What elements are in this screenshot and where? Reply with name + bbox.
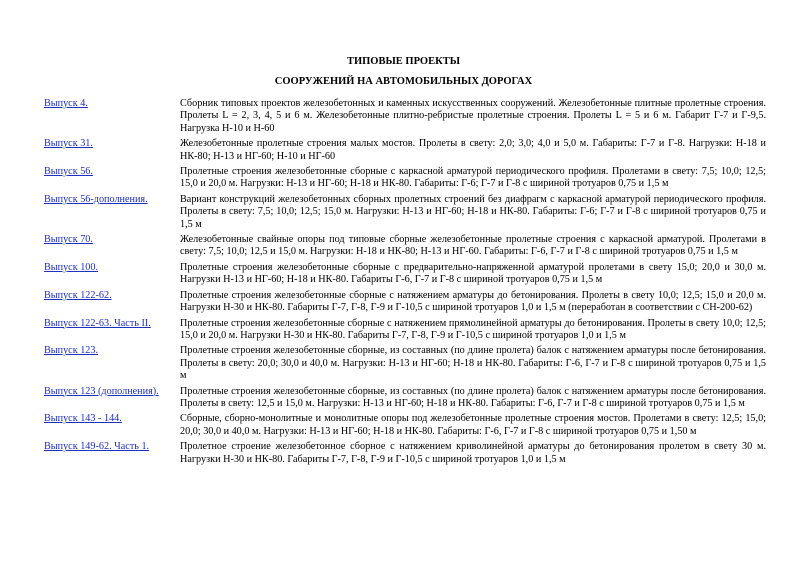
issue-link[interactable]: Выпуск 122-62. — [44, 289, 112, 301]
issue-link[interactable]: Выпуск 123 (дополнения). — [44, 385, 159, 397]
issue-description: Вариант конструкций железобетонных сборных пролетных строений без диафрагм с каркасной арматурой периодического профиля. Пролеты в свету: 7,5; 10,0; 12,5; 15,0 м. Нагрузки: Н-13 и НГ-60; Н-18 и НК-80. Габариты: Г-6; Г-7 и Г-8 с шириной тротуаров 0,75 и 1,5 м — [180, 193, 766, 230]
list-item — [44, 290, 766, 315]
list-item — [44, 441, 766, 466]
page-title-line2: СООРУЖЕНИЙ НА АВТОМОБИЛЬНЫХ ДОРОГАХ — [274, 76, 533, 87]
page-title-line1: ТИПОВЫЕ ПРОЕКТЫ — [346, 56, 461, 67]
issue-link[interactable]: Выпуск 4. — [44, 98, 88, 109]
issue-description: Пролетные строения железобетонные сборные с предварительно-напряженной арматурой пролетами в свету 15,0; 20,0 и 30,0 м. Нагрузки Н-13 и НГ-60; Н-18 и НК-80. Габариты Г-6, Г-7 и Г-8 с шириной тротуаров 0,75 и 1,5 м — [180, 261, 766, 286]
issue-description: Пролетные строения железобетонные сборные, из составных (по длине пролета) балок с натяжением арматуры после бетонирования. Пролеты в свету: 20,0; 30,0 и 40,0 м. Нагрузки: Н-13 и НГ-60; Н-18 и НК-80. Габариты: Г-6, Г-7 и Г-8 с шириной тротуаров 0,75 и 1,5 м — [180, 345, 766, 382]
issue-description: Пролетные строения железобетонные сборные, из составных (по длине пролета) балок с натяжением арматуры после бетонирования. Пролеты в свету: 12,5 и 15,0 м. Нагрузки: Н-13 и НГ-60; Н-18 и НК-80. Габариты: Г-6, Г-7 и Г-8 с шириной тротуаров 0,75 и 1,5 м — [180, 385, 766, 409]
list-item — [44, 262, 766, 287]
list-item — [44, 386, 766, 411]
issue-description: Сборник типовых проектов железобетонных и каменных искусственных сооружений. Железобетонные плитные пролетные строения. Пролеты L = 2, 3, 4, 5 и 6 м. Железобетонные плитно-ребристые пролетные строения. Пролеты L = 5 и 6 м. Габарит Г-7 и Г-9,5. Нагрузка Н-10 и Н-60 — [180, 98, 766, 134]
issue-link[interactable]: Выпуск 56. — [44, 166, 93, 178]
issue-link[interactable]: Выпуск 149-62. Часть 1. — [44, 441, 150, 453]
issue-description: Пролетные строения железобетонные сборные с каркасной арматурой периодического профиля. Пролетами в свету: 7,5; 10,0; 12,5; 15,0 и 20,0 м. Нагрузки: Н-13 и НГ-60; Н-18 и НК-80. Габариты: Г-6; Г-7 и Г-8 с шириной тротуаров 0,75 и 1,5 м — [180, 166, 766, 190]
issue-link[interactable]: Выпуск 56-дополнения. — [44, 193, 148, 205]
list-item — [44, 413, 766, 438]
list-item — [44, 138, 766, 163]
list-item — [44, 234, 766, 259]
list-item — [44, 318, 766, 343]
list-item — [44, 98, 766, 135]
issue-description: Пролетные строения железобетонные сборные с натяжением прямолинейной арматуры до бетонирования. Пролеты в свету 10,0; 12,5; 15,0 и 20,0 м. Нагрузки Н-30 и НК-80. Габариты Г-7, Г-8, Г-9 и Г-10,5 с шириной тротуаров 1,0 и 1,5 м — [180, 317, 766, 341]
issue-link[interactable]: Выпуск 122-63. Часть II. — [44, 317, 151, 329]
issue-description: Пролетные строения железобетонные сборные с натяжением арматуры до бетонирования. Пролеты в свету 10,0; 12,5; 15,0 и 20,0 м. Нагрузки Н-30 и НК-80. Габариты Г-7, Г-8, Г-9 и Г-10,5 с шириной тротуаров 1,0 и 1,5 м (переработан в соответствии с СН-200-62) — [180, 289, 766, 314]
issue-link[interactable]: Выпуск 100. — [44, 261, 99, 273]
list-item — [44, 166, 766, 191]
issue-link[interactable]: Выпуск 70. — [44, 234, 93, 246]
issue-link[interactable]: Выпуск 31. — [44, 138, 93, 150]
issue-link[interactable]: Выпуск 123. — [44, 345, 99, 357]
issue-description: Пролетное строение железобетонное сборное с натяжением криволинейной арматуры до бетонирования пролетом в свету 30 м. Нагрузки Н-30 и НК-80. Габариты Г-7, Г-8, Г-9 и Г-10,5 с шириной тротуаров 1,0 и 1,5 м — [180, 441, 766, 465]
list-item — [44, 194, 766, 231]
issue-description: Железобетонные пролетные строения малых мостов. Пролеты в свету: 2,0; 3,0; 4,0 и 5,0 м. Габариты: Г-7 и Г-8. Нагрузки: Н-18 и НК-80; Н-13 и НГ-60; Н-10 и НГ-60 — [180, 138, 766, 162]
list-item — [44, 345, 766, 382]
entries-list — [44, 98, 766, 466]
issue-description: Сборные, сборно-монолитные и монолитные опоры под железобетонные пролетные строения мостов. Пролетами в свету: 12,5; 15,0; 20,0; 30,0 и 40,0 м. Нагрузки: Н-13 и НГ-60; Н-18 и НК-80. Габариты: Г-6, Г-7 и Г-8 с шириной тротуаров 0,75 и 1,50 м — [180, 413, 766, 437]
issue-link[interactable]: Выпуск 143 - 144. — [44, 413, 122, 425]
issue-description: Железобетонные свайные опоры под типовые сборные железобетонные пролетные строения с каркасной арматурой. Пролетами в свету: 7,5; 10,0; 12,5 и 15,0 м. Нагрузки: Н-18 и НК-80; Н-13 и НГ-60. Габариты: Г-6, Г-7 и Г-8 с шириной тротуаров 0,75 и 1,5 м — [180, 234, 766, 258]
